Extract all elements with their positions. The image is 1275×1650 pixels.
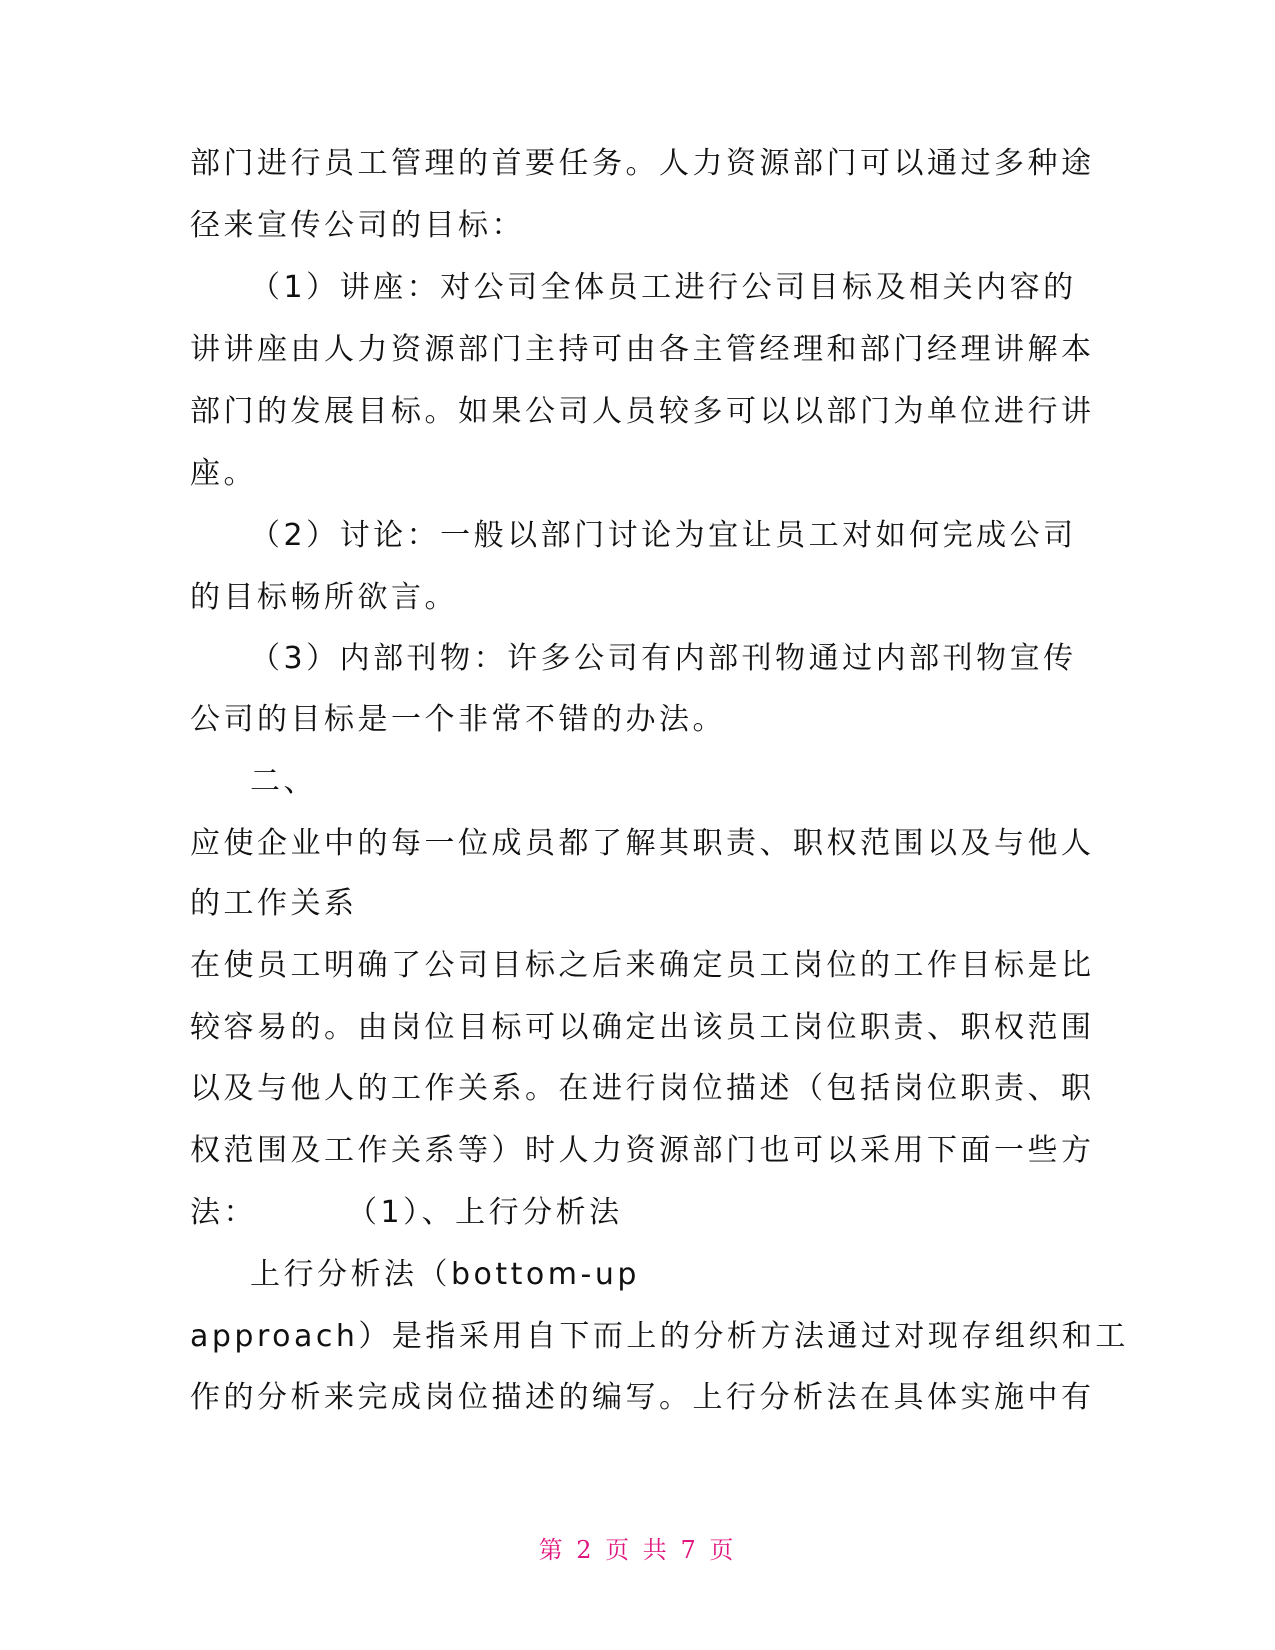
text-line: 部门进行员工管理的首要任务。人力资源部门可以通过多种途 — [190, 146, 1095, 181]
text-line: 公司的目标是一个非常不错的办法。 — [190, 702, 726, 737]
text-line: （3）内部刊物：许多公司有内部刊物通过内部刊物宣传 — [250, 641, 1077, 676]
text-line — [190, 1195, 1090, 1231]
text-line: 部门的发展目标。如果公司人员较多可以以部门为单位进行讲 — [190, 394, 1095, 429]
text-line: 讲讲座由人力资源部门主持可由各主管经理和部门经理讲解本 — [190, 332, 1095, 367]
text-line: （1）讲座：对公司全体员工进行公司目标及相关内容的 — [250, 270, 1077, 305]
page-number-footer: 第 2 页 共 7 页 — [538, 1536, 737, 1564]
text-line: 座。 — [190, 456, 257, 491]
text-line: 在使员工明确了公司目标之后来确定员工岗位的工作目标是比 — [190, 948, 1095, 983]
text-fragment: 法： — [190, 1195, 257, 1230]
text-line: （2）讨论：一般以部门讨论为宜让员工对如何完成公司 — [250, 518, 1077, 553]
text-line: 权范围及工作关系等）时人力资源部门也可以采用下面一些方 — [190, 1133, 1095, 1168]
text-line: 以及与他人的工作关系。在进行岗位描述（包括岗位职责、职 — [190, 1071, 1095, 1106]
text-line: 上行分析法（bottom-up — [250, 1257, 640, 1292]
text-line: 较容易的。由岗位目标可以确定出该员工岗位职责、职权范围 — [190, 1010, 1095, 1045]
text-line: approach）是指采用自下而上的分析方法通过对现存组织和工 — [190, 1319, 1129, 1354]
text-line: 的工作关系 — [190, 886, 358, 921]
subsection-heading: （1）、上行分析法 — [347, 1195, 623, 1230]
text-line: 作的分析来完成岗位描述的编写。上行分析法在具体实施中有 — [190, 1380, 1095, 1415]
section-heading: 二、 — [250, 764, 317, 799]
text-line: 的目标畅所欲言。 — [190, 580, 458, 615]
text-line: 应使企业中的每一位成员都了解其职责、职权范围以及与他人 — [190, 826, 1095, 861]
text-line: 径来宣传公司的目标： — [190, 208, 525, 243]
